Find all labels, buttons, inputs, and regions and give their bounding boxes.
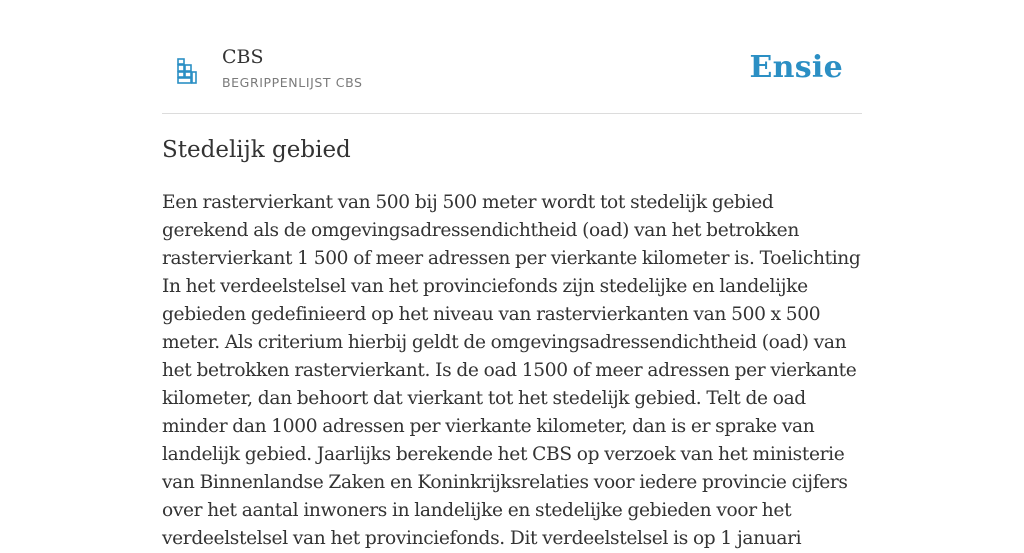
content-card (162, 0, 862, 549)
source-header (162, 0, 862, 114)
ensie-logo[interactable]: Ensie (749, 50, 843, 85)
cbs-logo-icon[interactable] (176, 56, 198, 86)
source-subtitle[interactable]: BEGRIPPENLIJST CBS (222, 75, 363, 90)
term-title: Stedelijk gebied (162, 137, 351, 163)
term-definition: Een rastervierkant van 500 bij 500 meter wordt tot stedelijk gebied gerekend als de omgevingsadressendichtheid (oad) van het betrokken rastervierkant 1 500 of meer adressen per vierkante kilometer is. Toelichting In het verdeelstelsel van het provinciefonds zijn stedelijke en landelijke gebieden gedefinieerd op het niveau van rastervierkanten van 500 x 500 meter. Als criterium hierbij geldt de omgevingsadressendichtheid (oad) van het betrokken rastervierkant. Is de oad 1500 of meer adressen per vierkante kilometer, dan behoort dat vierkant tot het stedelijk gebied. Telt de oad minder dan 1000 adressen per vierkante kilometer, dan is er sprake van landelijk gebied. Jaarlijks berekende het CBS op verzoek van het ministerie van Binnenlandse Zaken en Koninkrijksrelaties voor iedere provincie cijfers over het aantal inwoners in landelijke en stedelijke gebieden voor het verdeelstelsel van het provinciefonds. Dit verdeelstelsel is op 1 januari (162, 192, 861, 549)
source-name[interactable]: CBS (222, 46, 264, 68)
